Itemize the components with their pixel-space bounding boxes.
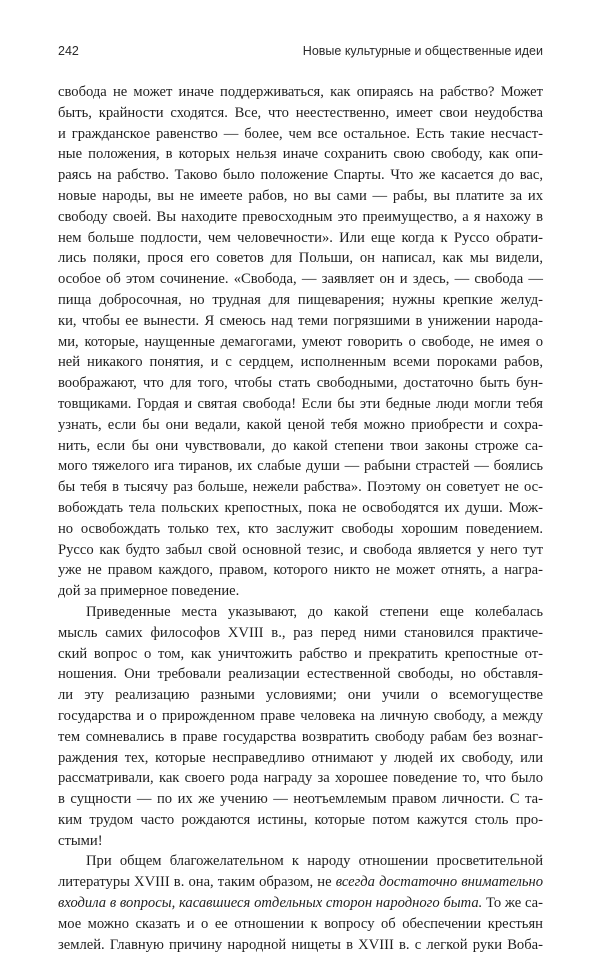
text-line: воображают, что для того, чтобы стать свободными, достаточно быть бун- [58, 375, 543, 392]
text-line: но освобождать только тех, кто заслужит свободы хорошим поведением. [58, 520, 543, 537]
text-line: тем сомневались в праве государства возвратить свободу рабам без вознаг- [58, 728, 543, 745]
text-line: свободу своей. Вы находите превосходным это преимущество, а я нахожу в [58, 208, 543, 225]
emphasis-text: всегда достаточно внимательно [335, 874, 543, 891]
text-line: в сущности — по их же учению — неотъемлемым правом личности. С та- [58, 791, 543, 808]
text-line: ми, которые, наущенные демагогами, умеют говорить о свободе, не имея о [58, 333, 543, 350]
text-line: нить, если бы они чувствовали, до какой степени твои законы строже са- [58, 437, 543, 454]
text-line: ский вопрос о том, как уничтожить рабство и прекратить крепостные от- [58, 645, 543, 662]
text-line: лись поляки, прося его советов для Польши, он написал, как мы видели, [58, 250, 543, 267]
text-line: ким трудом часто рождаются истины, которые потом кажутся столь про- [58, 811, 543, 828]
text-line: ношения. Они требовали реализации естественной свободы, но обставля- [58, 666, 543, 683]
text-line [58, 893, 543, 914]
paragraph-1 [58, 82, 543, 602]
text-line: ные положения, в которых нельзя иначе сохранить свою свободу, как опи- [58, 146, 543, 163]
text-run: То же са- [482, 895, 543, 912]
text-line: дой за примерное поведение. [58, 583, 240, 600]
body-text [58, 82, 543, 955]
text-line: мое можно сказать и о ее отношении к вопросу об обеспечении крестьян [58, 915, 543, 932]
text-line: стыми! [58, 832, 103, 849]
text-line: бы тебя в тысячу раз больше, нежели рабства». Поэтому он советует не ос- [58, 479, 543, 496]
text-line: ли эту реализацию разными условиями; они учили о всемогуществе [58, 687, 543, 704]
text-line: раясь на рабство. Таково было положение Спарты. Что же касается до вас, [58, 167, 543, 184]
text-line: ки, чтобы ее вынести. Я смеюсь над теми погрязшими в унижении народа- [58, 312, 543, 329]
paragraph-2 [58, 602, 543, 852]
text-line: уже не правом каждого, правом, которого никто не может отнять, а награ- [58, 562, 543, 579]
text-line: и гражданское равенство — более, чем все остальное. Есть такие несчаст- [58, 125, 543, 142]
text-line: новые народы, вы не имеете рабов, но вы сами — рабы, вы платите за их [58, 187, 543, 204]
section-title: Новые культурные и общественные идеи [302, 44, 543, 58]
text-line: рассматривали, как своего рода награду за хорошее поведение то, что было [58, 770, 543, 787]
text-line: узнать, если бы они ведали, какой ценой тебя можно приобрести и сохра- [58, 416, 543, 433]
text-line: землей. Главную причину народной нищеты в XVIII в. с легкой руки Воба- [58, 936, 543, 953]
running-header [58, 44, 543, 60]
paragraph-3 [58, 851, 543, 955]
text-line: товщиками. Гордая и святая свобода! Если бы эти бедные люди могли тебя [58, 395, 543, 412]
text-line: ней никакого понятия, и с сердцем, исполненным всеми пороками рабов, [58, 354, 543, 371]
text-line: особое об этом сочинение. «Свобода, — заявляет он и здесь, — свобода — [58, 271, 543, 288]
text-line: мого тяжелого ига тиранов, их слабые души — рабыни страстей — боялись [58, 458, 543, 475]
text-line: государства и о прирожденном праве человека на личную свободу, а между [58, 707, 543, 724]
text-line: вобождать тела польских крепостных, пока не освободятся их души. Мож- [58, 499, 543, 516]
page-number: 242 [58, 44, 79, 58]
text-line: раждения тех, которые несправедливо отнимают у людей их свободу, или [58, 749, 543, 766]
text-line: При общем благожелательном к народу отношении просветительной [86, 853, 543, 870]
emphasis-text: входила в вопросы, касавшиеся отдельных сторон народного быта. [58, 895, 483, 912]
text-run: литературы XVIII в. она, таким образом, не [58, 874, 336, 891]
text-line: быть, крайности сходятся. Все, что неестественно, имеет свои неудобства [58, 104, 543, 121]
text-line: Приведенные места указывают, до какой степени еще колебалась [86, 603, 543, 620]
text-line: нем больше подлости, чем человечности». Или еще когда к Руссо обрати- [58, 229, 543, 246]
text-line: свобода не может иначе поддерживаться, как опираясь на рабство? Может [58, 84, 543, 100]
text-line: мысль самих философов XVIII в., раз перед ними становился практиче- [58, 624, 543, 641]
text-line: пища добросочная, но трудная для пищеварения; нужны крепкие желуд- [58, 291, 543, 308]
text-line: Руссо как будто забыл свой основной тезис, и свобода является у него тут [58, 541, 543, 558]
